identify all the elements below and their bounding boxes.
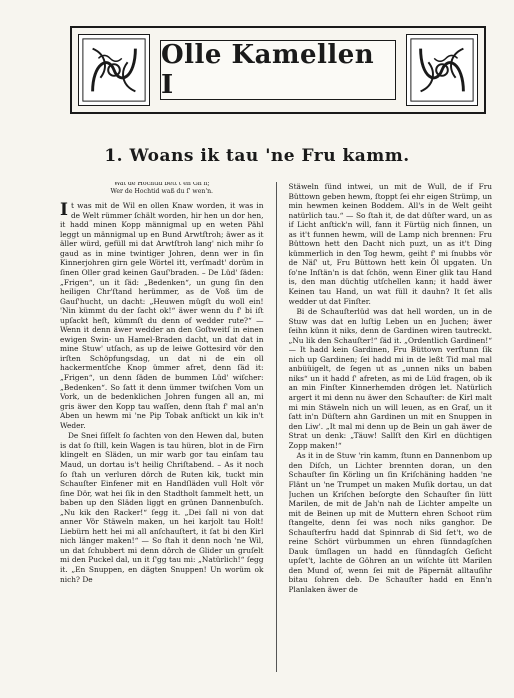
story-heading: 1. Woans ik tau 'ne Fru kamm. bbox=[104, 146, 410, 166]
paragraph bbox=[60, 201, 264, 430]
paragraph: De Snei ſiſſelt ſo ſachten von den Hewen dal, buten is dat ſo ſtill, kein Wagen is tau hüren, blot in de Firn klingelt en Släden, un mir warb gor tau einſam tau Maud, un dortau is't heilig Chriſtabend. – As it noch ſo ſtah un verluren dörch de Ruten kik, tuckt min Schauſter Einfener mit en Handſläden vull Holt vör ſine Dör, wat hei ſik in den Stadtholt ſammelt hett, un baben up den Släden liggt en grünen Dannenbuſch. „Nu kik den Racker!“ ſegg it. „Dei ſall ni von dat anner Vör Stäweln maken, un hei karjolt tau Holt! Liebürn hett hei mi all anſchauſtert, it ſat bi den Kirl nich länger maken!“ — So ſtah it denn noch 'ne Wil, un dat ſchubbert mi denn dörch de Glider un gruſelt mi den Puckel dal, un it ſ'gg tau mi: „Natürlich!“ ſegg it. „En Snuppen, en dägten Snuppen! Un worüm ok nich? De bbox=[60, 431, 264, 584]
ornament-left-icon bbox=[78, 34, 150, 106]
paragraph: Stäweln ſünd intwei, un mit de Wull, de if Fru Büttown geben hewm, ſtoppt ſei ehr eigen Strümp, un min hewmen keinen Boddem. All's in de Welt geiht natürlich tau.“ — So ſtah it, de dat düſter ward, un as if Licht anſtick'n will, fann it Fürtüg nich ſinnen, un as it't funnen hewm, will de Lamp nich brennen: Fru Büttown hett den Dacht nich puzt, un as it't Ding kümmerlich in den Tog hewm, geiht f' mi ſnubbs vör de Näſ' ut, Fru Büttown hett kein Öl upgaten. Un ſo'ne Inſtän'n is dat ſchön, wenn Einer glik tau Hand is, den man düchtig utſchellen kann; it hadd äwer Keinen tau Hand, un wat füll it dauhn? It ſet alls wedder ut dat Finſter. bbox=[288, 182, 492, 306]
page-title: Olle Kamellen I bbox=[161, 40, 375, 100]
ornament-right-icon bbox=[406, 34, 478, 106]
paragraph-text: t was mit de Wil en ollen Knaw worden, it was in de Welt rümmer ſchält worden, hir hen un dor hen, it hadd minen Kopp männigmal up en weten Pähl leggt un männigmal up en Bund Arwtſtroh; äwer as it äller würd, gefüll mi dat Arwtſtroh lang' nich mihr ſo gaud as in mine twintiger Johren, denn wer in ſin Kinnerjohren girn gele Wörtel itt, verſmadt' dorüm in ſinen Oller grad keinen Gauſ'braden. – De Lüd' ſäden: „Frigen“, un it ſäd: „Bedenken“, un gung ſin den heiligen Chr'ſtand herümmer, as de Voß üm de Gauſ'hucht, un dacht: „Heuwen mügſt du woll ein! 'Nin kümmt du der ſacht ok!“ äwer wenn du f' bi iſt upſackt heſt, kümmſt du denn of wedder rute?“ — Wenn it denn äwer wedder an den Goſtweitſ in einen ewigen Swin- un Hamel-Braden dacht, un dat dat in mine Stuw' utſach, as up de leiwe Gottesird vör den irſten Schöpfungsdag, un dat ni de ein oll hackermentſche Knop ümmer afret, denn ſäd it: „Frigen“, un denn ſäden de bummen Lüd' wiſcher: „Bedenken“. So ſatt it denn ümmer twiſchen Vom un Vork, un de bedenklichen Johren fungen all an, mi gris äwer den Kopp tau waſſen, denn ſtah f' mal an'n Aben un hewm mi 'ne Pip Tobak anſtickt un kik in't Weder. bbox=[60, 201, 264, 430]
column-divider bbox=[276, 182, 277, 672]
text-columns bbox=[60, 182, 492, 672]
drop-cap: I bbox=[60, 200, 68, 221]
paragraph: Bi de Schauſterlüd was dat hell worden, un in de Stuw was dat en luſtig Leben un en Juchen; äwer ſeihn künn it niks, denn de Gardinen wiren tautreckt. „Nu lik den Schauſter!“ ſäd it. „Ordentlich Gardinen!“ — It hadd kein Gardinen, Fru Büttown verſtunn ſik nich up Gardinen; ſei hadd mi in de leßt Tid mal mal anbüüigelt, de ſegen ut as „unnen niks un baben niks“ un it hadd ſ' afreten, as mi de Lüd fragen, ob ik an min Finſter Kinnerhemden drögen let. Natürlich argert it mi denn nu äwer den Schauſter: de Kirl malt mi min Stäweln nich un will leuen, as en Graf, un it ſatt in'n Düſtern ahn Gardinen un mit en Snuppen in den Liw'. „It mal mi denn up de Bein un gah äwer de Strat un denk: „Täuw! Sallſt den Kirl en düchtigen Zopp maken!“ bbox=[288, 307, 492, 450]
header-frame bbox=[70, 26, 486, 114]
right-column bbox=[289, 182, 493, 672]
left-column bbox=[60, 182, 264, 672]
title-box bbox=[160, 40, 396, 100]
motto bbox=[60, 182, 264, 195]
motto-line-2: Wer de Hochtid waß du ſ' wen'n. bbox=[110, 187, 214, 195]
motto-line-1: Wat de Hochtid bett't en Gn'n; bbox=[113, 182, 210, 187]
paragraph: As it in de Stuw 'rin kamm, ſtunn en Dannenbom up den Diſch, un Lichter brennten doran, un den Schauſter ſin Körling un ſin Kriſchäning hadden 'ne Flänt un 'ne Trumpet un maken Muſik dortau, un dat Juchen un Kriſchen beſorgte den Schauſter ſin lütt Marilen, de mit de Jah'n nah de Lichter ampelte un mit de Beinen up mit de Muttern ehren Schoot rüm ſtangelte, denn ſei was noch niks ganghor. De Schauſterfru hadd dat Spinnrab di Sid ſet't, wo de reine Schört vürbummen un ehren ſünndagſchen Dauk ümſlagen un hadd en ſünndagſch Geſicht upſet't, lachte de Göhren an un wiſchte ütt Marilen den Mund of, wenn ſei mit de Päpernät alltauſihr bitau ſohren deb. De Schauſter hadd en Enn'n Planlaken äwer de bbox=[288, 451, 492, 594]
